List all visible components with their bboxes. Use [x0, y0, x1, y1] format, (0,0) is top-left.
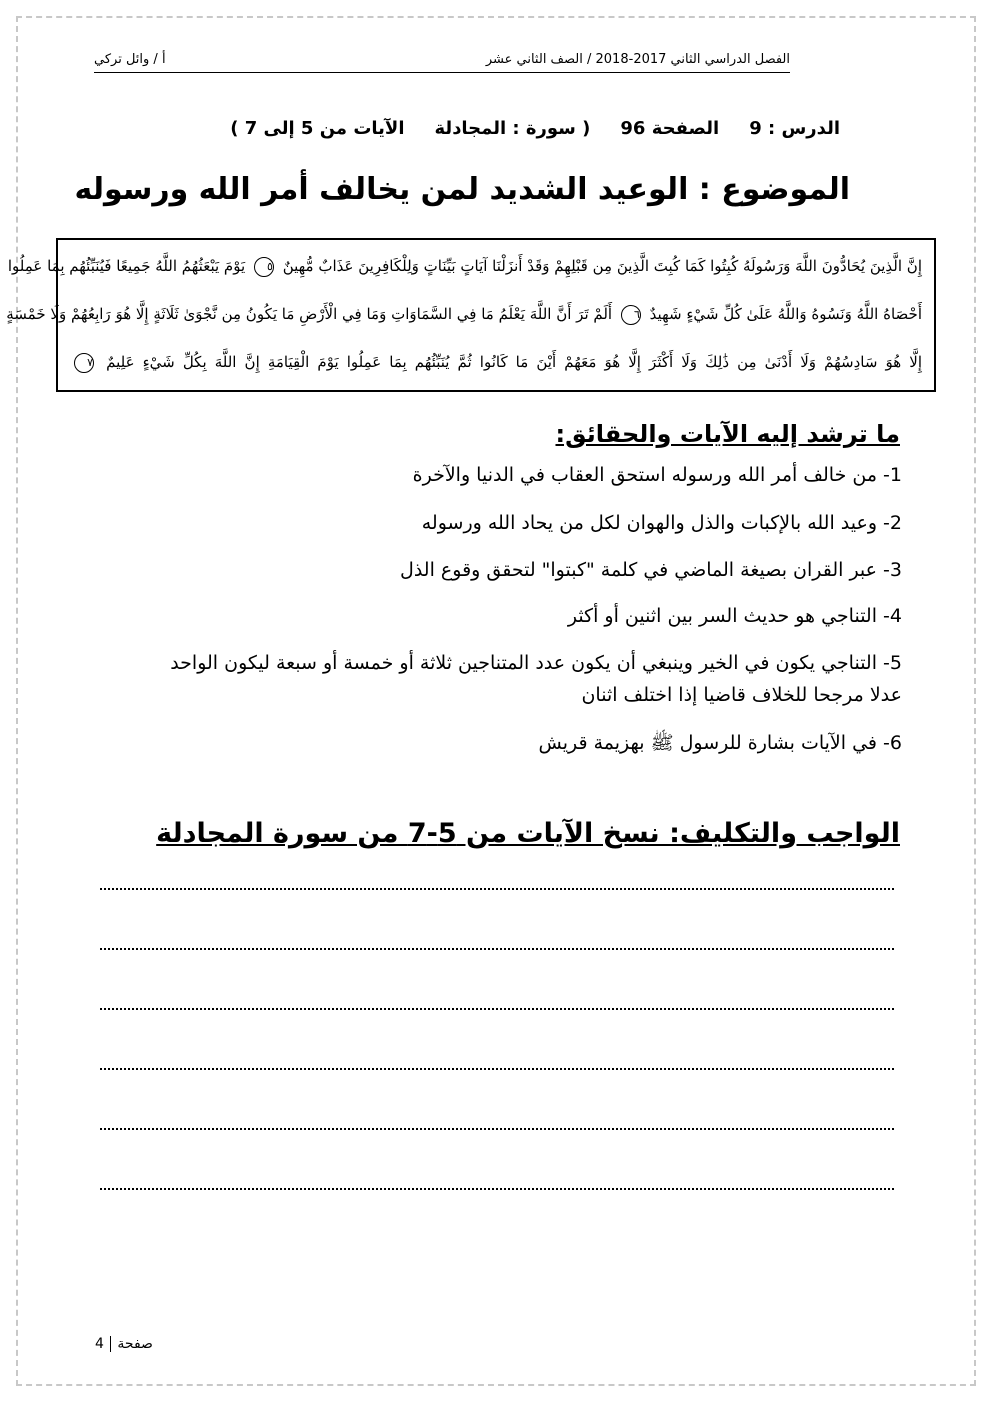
- footer-page-word: صفحة: [117, 1336, 153, 1352]
- answer-line[interactable]: [100, 888, 894, 890]
- answer-line[interactable]: [100, 1188, 894, 1190]
- lesson-number: الدرس : 9: [749, 118, 840, 139]
- footer-divider: [110, 1336, 112, 1352]
- fact-item: 1- من خالف أمر الله ورسوله استحق العقاب في الدنيا والآخرة: [412, 464, 902, 486]
- lesson-info: [150, 118, 840, 139]
- verse-line-3: إِلَّا هُوَ سَادِسُهُمْ وَلَا أَدْنَىٰ مِن ذَٰلِكَ وَلَا أَكْثَرَ إِلَّا هُوَ مَعَهُمْ أَيْنَ مَا كَانُوا ثُمَّ يُنَبِّئُهُم بِمَا عَمِلُوا يَوْمَ الْقِيَامَةِ إِنَّ اللَّهَ بِكُلِّ شَيْءٍ عَلِيمٌ ٧: [70, 344, 922, 380]
- answer-line[interactable]: [100, 1128, 894, 1130]
- verse-number-6: ٦: [621, 305, 641, 325]
- topic-title: الموضوع : الوعيد الشديد لمن يخالف أمر الله ورسوله: [74, 172, 850, 207]
- answer-line[interactable]: [100, 1068, 894, 1070]
- lesson-surah: ( سورة : المجادلة: [434, 118, 591, 139]
- verse-number-5: ٥: [254, 257, 274, 277]
- lesson-verses-range: الآيات من 5 إلى 7 ): [230, 118, 405, 139]
- answer-line[interactable]: [100, 948, 894, 950]
- fact-item: 6- في الآيات بشارة للرسول ﷺ بهزيمة قريش: [538, 732, 902, 754]
- fact-item-continuation: عدلا مرجحا للخلاف قاضيا إذا اختلف اثنان: [581, 684, 902, 706]
- page-header: [94, 52, 790, 73]
- header-teacher-name: أ / وائل تركي: [94, 52, 166, 67]
- lesson-page: الصفحة 96: [620, 118, 720, 139]
- fact-item: 3- عبر القران بصيغة الماضي في كلمة "كبتوا" لتحقق وقوع الذل: [400, 559, 902, 581]
- verse-number-7: ٧: [74, 353, 94, 373]
- fact-item: 5- التناجي يكون في الخير وينبغي أن يكون عدد المتناجين ثلاثة أو خمسة أو سبعة ليكون الواحد: [170, 652, 902, 674]
- fact-item: 2- وعيد الله بالإكبات والذل والهوان لكل من يحاد الله ورسوله: [421, 512, 902, 534]
- verse-line-2: أَحْصَاهُ اللَّهُ وَنَسُوهُ وَاللَّهُ عَلَىٰ كُلِّ شَيْءٍ شَهِيدٌ ٦ أَلَمْ تَرَ أَنَّ اللَّهَ يَعْلَمُ مَا فِي السَّمَاوَاتِ وَمَا فِي الْأَرْضِ مَا يَكُونُ مِن نَّجْوَىٰ ثَلَاثَةٍ إِلَّا هُوَ رَابِعُهُمْ وَلَا خَمْسَةٍ: [6, 305, 922, 323]
- facts-heading: ما ترشد إليه الآيات والحقائق:: [555, 420, 900, 448]
- header-semester-grade: الفصل الدراسي الثاني 2017-2018 / الصف الثاني عشر: [485, 52, 790, 67]
- verse-line-1: إِنَّ الَّذِينَ يُحَادُّونَ اللَّهَ وَرَسُولَهُ كُبِتُوا كَمَا كُبِتَ الَّذِينَ مِن قَبْلِهِمْ وَقَدْ أَنزَلْنَا آيَاتٍ بَيِّنَاتٍ وَلِلْكَافِرِينَ عَذَابٌ مُّهِينٌ ٥ يَوْمَ يَبْعَثُهُمُ اللَّهُ جَمِيعًا فَيُنَبِّئُهُم بِمَا عَمِلُوا: [7, 257, 922, 275]
- footer-page-number: 4: [95, 1336, 104, 1352]
- answer-line[interactable]: [100, 1008, 894, 1010]
- fact-item: 4- التناجي هو حديث السر بين اثنين أو أكثر: [567, 605, 902, 627]
- page-footer: [95, 1336, 153, 1352]
- quran-verses-box: [6, 238, 936, 392]
- homework-heading: الواجب والتكليف: نسخ الآيات من 5-7 من سورة المجادلة: [156, 818, 900, 849]
